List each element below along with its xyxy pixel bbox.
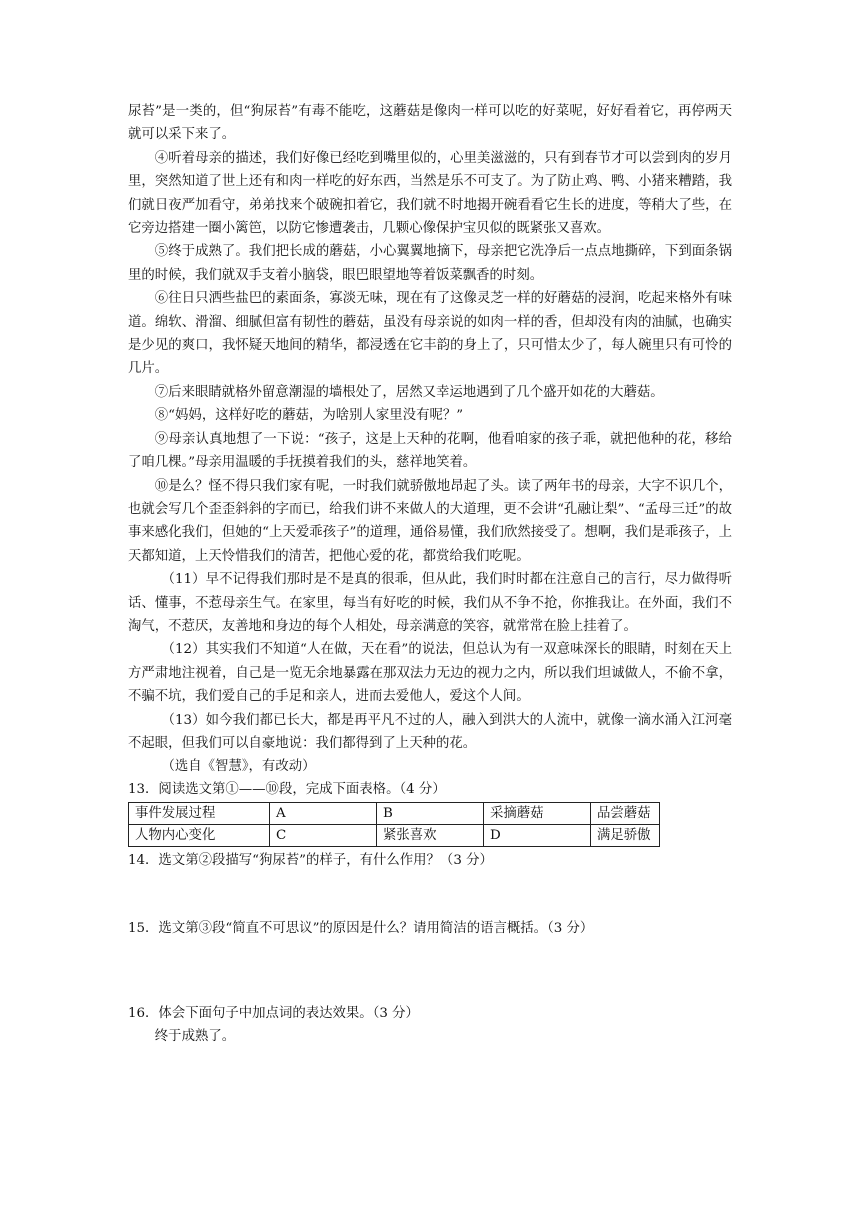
passage-paragraph-11: （11）早不记得我们那时是不是真的很乖，但从此，我们时时都在注意自己的言行，尽力做得听话、懂事，不惹母亲生气。在家里，每当有好吃的时候，我们从不争不抢，你推我让。在外面，我们不淘气，不惹厌，友善地和身边的每个人相处，母亲满意的笑容，就常常在脸上挂着了。 xyxy=(128,572,732,634)
table-cell-answer-d[interactable]: D xyxy=(484,825,591,847)
passage-paragraph-6: ⑥往日只洒些盐巴的素面条，寡淡无味，现在有了这像灵芝一样的好蘑菇的浸润，吃起来格外有味道。绵软、滑溜、细腻但富有韧性的蘑菇，虽没有母亲说的如肉一样的香，但却没有肉的油腻，也确实是少见的爽口，我怀疑天地间的精华，都浸透在它丰韵的身上了，只可惜太少了，每人碗里只有可怜的几片。 xyxy=(128,291,732,377)
passage-paragraph-10: ⑩是么？怪不得只我们家有呢，一时我们就骄傲地昂起了头。读了两年书的母亲，大字不识几个，也就会写几个歪歪斜斜的字而已，给我们讲不来做人的大道理，更不会讲“孔融让梨”、“孟母三迁”的故事来感化我们，但她的“上天爱乖孩子”的道理，通俗易懂，我们欣然接受了。想啊，我们是乖孩子，上天都知道，上天怜惜我们的清苦，把他心爱的花，都赏给我们吃呢。 xyxy=(128,478,732,564)
question-13: 13．阅读选文第①——⑩段，完成下面表格。（4 分） xyxy=(128,782,446,798)
question-16: 16．体会下面句子中加点词的表达效果。（3 分） xyxy=(128,1006,419,1022)
table-cell: 品尝蘑菇 xyxy=(591,803,660,825)
table-cell-answer-c[interactable]: C xyxy=(270,825,377,847)
table-cell: 满足骄傲 xyxy=(591,825,660,847)
table-cell-answer-b[interactable]: B xyxy=(377,803,484,825)
question-13-table xyxy=(128,802,660,847)
table-cell: 采摘蘑菇 xyxy=(484,803,591,825)
passage-source: （选自《智慧》，有改动） xyxy=(161,759,316,775)
answer-space-14[interactable] xyxy=(128,872,732,917)
passage-paragraph-4: ④听着母亲的描述，我们好像已经吃到嘴里似的，心里美滋滋的，只有到春节才可以尝到肉的岁月里，突然知道了世上还有和肉一样吃的好东西，当然是乐不可支了。为了防止鸡、鸭、小猪来糟踏，我们就日夜严加看守，弟弟找来个破碗扣着它，我们就不时地揭开碗看看它生长的进度，等稍大了些，在它旁边搭建一圈小篱笆，以防它惨遭袭击，几颗心像保护宝贝似的既紧张又喜欢。 xyxy=(128,150,732,237)
table-cell: 人物内心变化 xyxy=(129,825,270,847)
passage-paragraph-3-end: 尿苔”是一类的，但“狗尿苔”有毒不能吃，这蘑菇是像肉一样可以吃的好菜呢，好好看着它，再停两天就可以采下来了。 xyxy=(128,104,732,143)
table-cell: 紧张喜欢 xyxy=(377,825,484,847)
question-14: 14．选文第②段描写“狗尿苔”的样子，有什么作用？（3 分） xyxy=(128,853,493,869)
passage-paragraph-12: （12）其实我们不知道“人在做，天在看”的说法，但总认为有一双意味深长的眼睛，时刻在天上方严肃地注视着，自己是一览无余地暴露在那双法力无边的视力之内，所以我们坦诚做人，不偷不拿，不骗不坑，我们爱自己的手足和亲人，进而去爱他人，爱这个人间。 xyxy=(128,642,732,705)
answer-space-15[interactable] xyxy=(128,940,732,1002)
question-16-sentence: 终于成熟了。 xyxy=(154,1029,236,1045)
table-row xyxy=(129,803,660,825)
passage-paragraph-13: （13）如今我们都已长大，都是再平凡不过的人，融入到洪大的人流中，就像一滴水涌入江河毫不起眼，但我们可以自豪地说：我们都得到了上天种的花。 xyxy=(128,712,732,751)
passage-paragraph-8: ⑧“妈妈，这样好吃的蘑菇，为啥别人家里没有呢？” xyxy=(154,408,464,424)
table-cell: 事件发展过程 xyxy=(129,803,270,825)
question-15: 15．选文第③段“简直不可思议”的原因是什么？请用简洁的语言概括。（3 分） xyxy=(128,921,594,937)
table-cell-answer-a[interactable]: A xyxy=(270,803,377,825)
passage-paragraph-7: ⑦后来眼睛就格外留意潮湿的墙根处了，居然又幸运地遇到了几个盛开如花的大蘑菇。 xyxy=(154,384,664,400)
table-row xyxy=(129,825,660,847)
passage-paragraph-9: ⑨母亲认真地想了一下说：“孩子，这是上天种的花啊，他看咱家的孩子乖，就把他种的花，移给了咱几棵。”母亲用温暖的手抚摸着我们的头，慈祥地笑着。 xyxy=(128,431,732,471)
reading-passage xyxy=(128,100,732,755)
passage-paragraph-5: ⑤终于成熟了。我们把长成的蘑菇，小心翼翼地摘下，母亲把它洗净后一点点地撕碎，下到面条锅里的时候，我们就双手支着小脑袋，眼巴眼望地等着饭菜飘香的时刻。 xyxy=(128,244,732,283)
